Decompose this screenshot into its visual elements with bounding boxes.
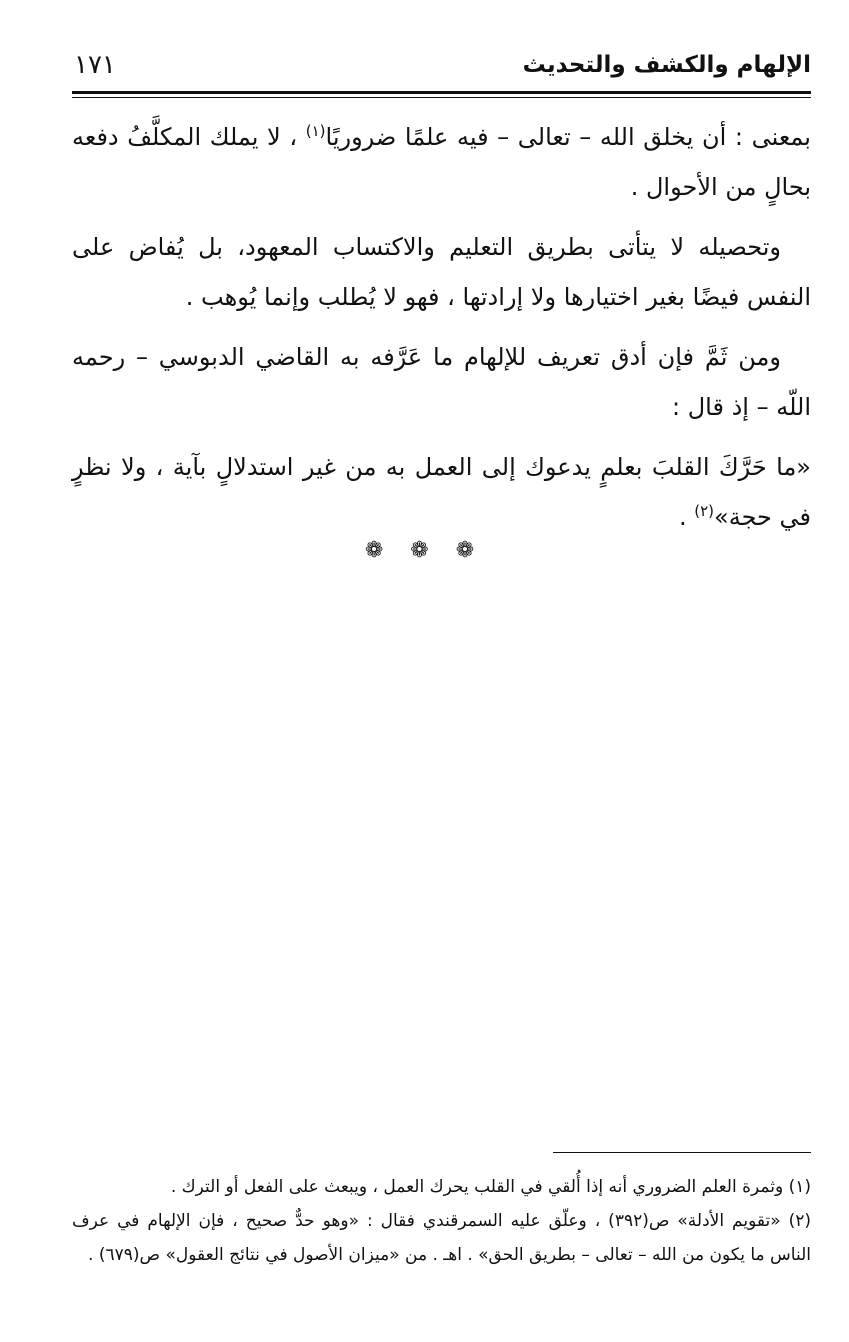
paragraph-1-part-a: بمعنى : أن يخلق الله – تعالى – فيه علمًا ضروريًا xyxy=(325,123,811,151)
footnote-2: (٢) «تقويم الأدلة» ص(٣٩٢) ، وعلّق عليه السمرقندي فقال : «وهو حدٌّ صحيح ، فإن الإلهام في عرف الناس ما يكون من الله – تعالى – بطريق الحق» . اهـ . من «ميزان الأصول في نتائج العقول» ص(٦٧٩) . xyxy=(72,1211,811,1265)
quotation-text: «ما حَرَّكَ القلبَ بعلمٍ يدعوك إلى العمل به من غير استدلالٍ بآية ، ولا نظرٍ في حجة» xyxy=(72,453,811,531)
footnote-separator xyxy=(553,1152,811,1153)
paragraph-1-part-b: ، لا يملك المكلَّفُ دفعه بحالٍ من الأحوال . xyxy=(72,123,811,201)
footnote-ref-1: (١) xyxy=(305,122,326,140)
footnote-ref-2: (٢) xyxy=(694,502,715,520)
footnote-1: (١) وثمرة العلم الضروري أنه إذا أُلقي في القلب يحرك العمل ، ويبعث على الفعل أو الترك . xyxy=(170,1177,811,1197)
quotation-end: . xyxy=(678,503,687,531)
paragraph-1 xyxy=(72,112,811,212)
quotation xyxy=(72,442,811,542)
main-text xyxy=(72,112,811,552)
running-title: الإلهام والكشف والتحديث xyxy=(522,52,811,78)
paragraph-2: وتحصيله لا يتأتى بطريق التعليم والاكتساب المعهود، بل يُفاض على النفس فيضًا بغير اختيارها ولا إرادتها ، فهو لا يُطلب وإنما يُوهب . xyxy=(72,233,811,311)
section-ornament: ❁ ❁ ❁ xyxy=(364,538,485,563)
footnotes xyxy=(72,1170,811,1272)
paragraph-3: ومن ثَمَّ فإن أدق تعريف للإلهام ما عَرَّفه به القاضي الدبوسي – رحمه اللّه – إذ قال : xyxy=(72,343,811,421)
page-header xyxy=(72,48,811,88)
header-rule-thin xyxy=(72,97,811,98)
header-rule-thick xyxy=(72,91,811,94)
page-number: ١٧١ xyxy=(74,50,116,80)
